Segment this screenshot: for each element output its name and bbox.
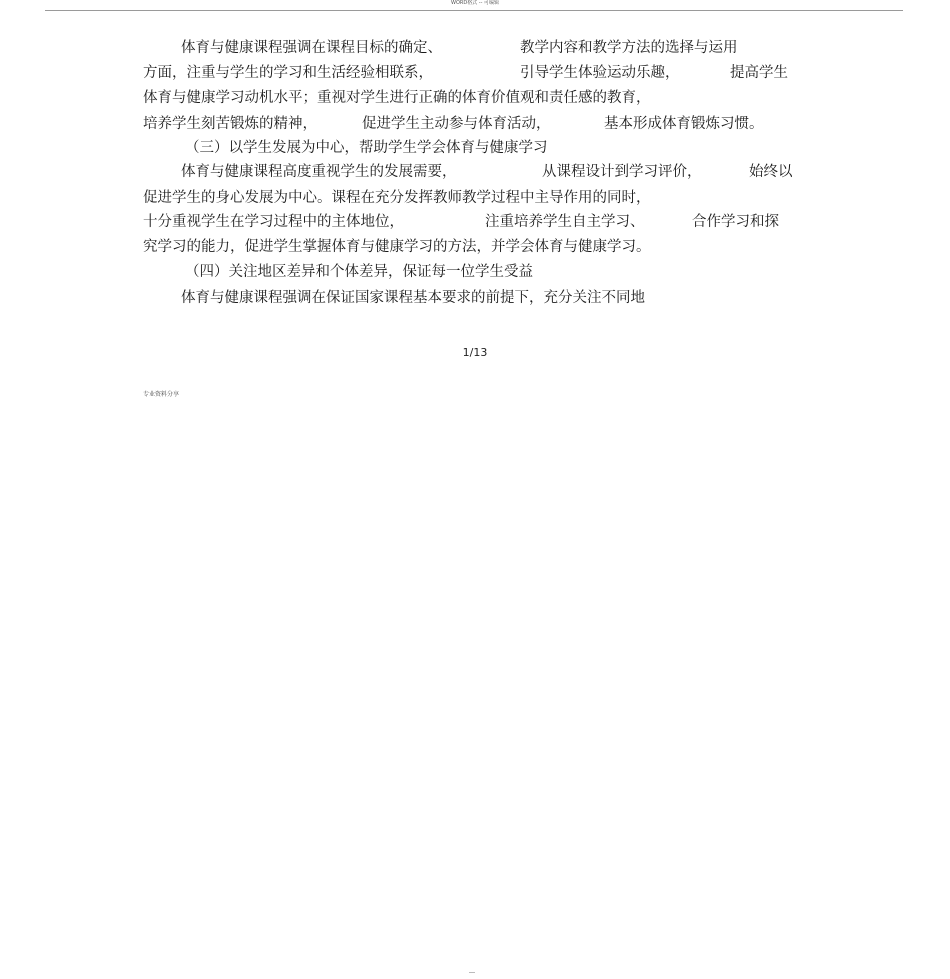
body-text-segment: 从课程设计到学习评价， bbox=[542, 164, 702, 180]
body-text-segment: 方面，注重与学生的学习和生活经验相联系， bbox=[143, 65, 433, 81]
body-text-segment: 促进学生的身心发展为中心。课程在充分发挥教师教学过程中主导作用的同时， bbox=[143, 190, 651, 206]
body-text-segment: 十分重视学生在学习过程中的主体地位， bbox=[143, 214, 404, 230]
body-text-segment: 提高学生 bbox=[730, 65, 788, 81]
page-break-mark bbox=[469, 972, 475, 973]
body-text-segment: 究学习的能力，促进学生掌握体育与健康学习的方法，并学会体育与健康学习。 bbox=[143, 239, 651, 255]
body-text-segment: 体育与健康课程高度重视学生的发展需要， bbox=[181, 164, 457, 180]
body-text-segment: 培养学生刻苦锻炼的精神， bbox=[143, 116, 317, 132]
body-text-segment: 始终以 bbox=[749, 164, 793, 180]
page-header-text: WORD格式 -- 可编辑 bbox=[451, 0, 499, 6]
body-text-segment: 注重培养学生自主学习、 bbox=[485, 214, 645, 230]
body-text-segment: 促进学生主动参与体育活动， bbox=[362, 116, 551, 132]
footer-note: 专业资料分享 bbox=[143, 391, 180, 398]
body-text-segment: 基本形成体育锻炼习惯。 bbox=[604, 116, 764, 132]
body-text-segment: 体育与健康课程强调在课程目标的确定、 bbox=[181, 40, 442, 56]
page-number: 1/13 bbox=[462, 346, 488, 359]
section-heading: （三）以学生发展为中心，帮助学生学会体育与健康学习 bbox=[185, 140, 548, 156]
section-heading: （四）关注地区差异和个体差异，保证每一位学生受益 bbox=[185, 264, 533, 280]
body-text-segment: 引导学生体验运动乐趣， bbox=[520, 65, 680, 81]
body-text-segment: 体育与健康学习动机水平；重视对学生进行正确的体育价值观和责任感的教育， bbox=[143, 90, 651, 106]
body-text-segment: 体育与健康课程强调在保证国家课程基本要求的前提下，充分关注不同地 bbox=[181, 290, 645, 306]
body-text-segment: 合作学习和探 bbox=[692, 214, 779, 230]
body-text-segment: 教学内容和教学方法的选择与运用 bbox=[520, 40, 738, 56]
